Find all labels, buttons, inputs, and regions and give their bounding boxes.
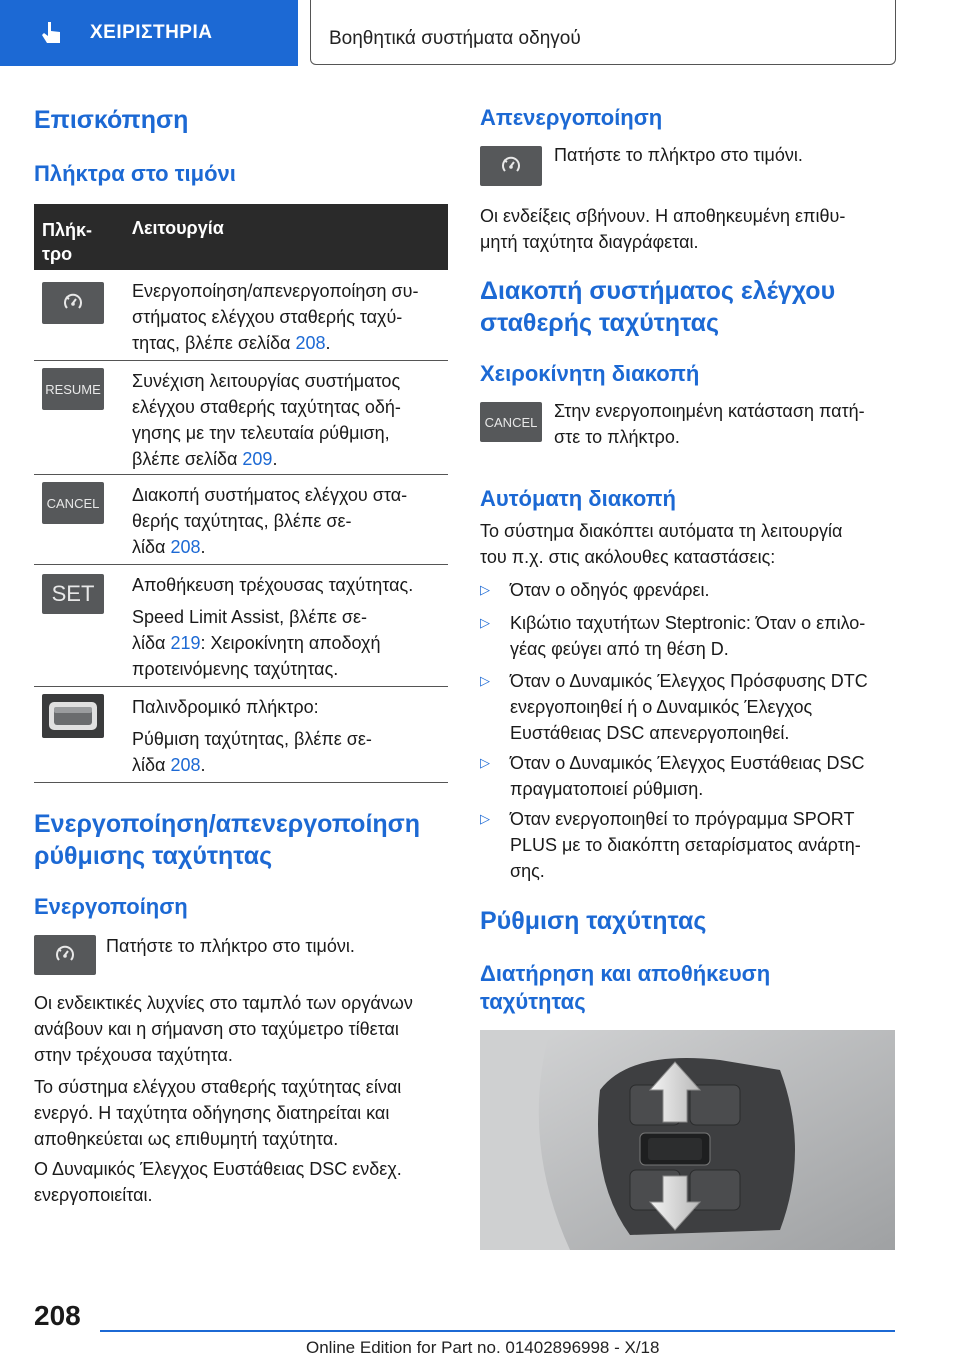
table-header-function: Λειτουργία	[132, 218, 224, 238]
para-line: Το σύστημα ελέγχου σταθερής ταχύτητας είναι	[34, 1077, 402, 1097]
set-button-image	[42, 574, 104, 614]
interrupt-title	[480, 275, 835, 339]
triangle-bullet-icon: ▷	[480, 673, 490, 688]
bullet-text	[510, 806, 895, 884]
row-line-end: .	[272, 449, 278, 469]
paragraph	[34, 990, 448, 1068]
page-link[interactable]: 208	[170, 537, 201, 557]
row-line-text: τητας, βλέπε σελίδα	[132, 333, 296, 353]
paragraph	[34, 1156, 448, 1208]
cruise-toggle-button-image	[34, 935, 96, 975]
activate-subtitle: Ενεργοποίηση	[34, 894, 188, 919]
para-line: Το σύστημα διακόπτει αυτόματα τη λειτουργία	[480, 521, 843, 541]
row-line: θερής ταχύτητας, βλέπε σε-	[132, 511, 352, 531]
title-line: Ενεργοποίηση/απενεργοποίηση	[34, 810, 421, 838]
row-line	[132, 534, 448, 560]
title-line: Διακοπή συστήματος ελέγχου	[480, 277, 836, 305]
row-line: γησης με την τελευταία ρύθμιση,	[132, 423, 390, 443]
row-line: Παλινδρομικό πλήκτρο:	[132, 697, 319, 717]
paragraph	[480, 203, 895, 255]
para-line: ανάβουν και η σήμανση στο ταχύμετρο τίθεται	[34, 1019, 399, 1039]
chapter-title: ΧΕΙΡΙΣΤΗΡΙΑ	[90, 22, 213, 43]
paragraph	[34, 1074, 448, 1152]
row-line	[132, 752, 448, 778]
title-line: ταχύτητας	[480, 989, 586, 1014]
para-line: του π.χ. στις ακόλουθες καταστάσεις:	[480, 547, 776, 567]
bullet-text	[510, 668, 895, 746]
table-header-button	[42, 218, 92, 266]
row-text	[132, 694, 448, 778]
button-label: CANCEL	[46, 495, 100, 511]
bullet-line: Όταν ενεργοποιηθεί το πρόγραμμα SPORT	[510, 809, 855, 829]
steering-wheel-photo	[480, 1030, 895, 1250]
bullet-line: Όταν ο Δυναμικός Έλεγχος Πρόσφυσης DTC	[510, 671, 868, 691]
button-label: CANCEL	[484, 414, 538, 430]
chapter-tab	[0, 0, 298, 66]
row-text	[132, 278, 448, 356]
bullet-line: PLUS με το διακόπτη σεταρίσματος ανάρτη-	[510, 835, 861, 855]
activate-title	[34, 808, 420, 872]
row-line: Συνέχιση λειτουργίας συστήματος	[132, 371, 401, 391]
row-line: προτεινόμενης ταχύτητας.	[132, 659, 339, 679]
bullet-line: ενεργοποιηθεί ή ο Δυναμικός Έλεγχος	[510, 697, 813, 717]
row-line: ελέγχου σταθερής ταχύτητας οδή-	[132, 397, 401, 417]
row-line: στήματος ελέγχου σταθερής ταχύ-	[132, 307, 403, 327]
deactivate-subtitle: Απενεργοποίηση	[480, 105, 663, 130]
button-label: RESUME	[45, 381, 101, 397]
row-line: Speed Limit Assist, βλέπε σε-	[132, 607, 368, 627]
para-line: ενεργοποιείται.	[34, 1185, 153, 1205]
section-heading-box	[310, 0, 896, 65]
row-line: Διακοπή συστήματος ελέγχου στα-	[132, 485, 408, 505]
row-text	[132, 482, 448, 560]
table-row	[34, 474, 448, 565]
table-row	[34, 564, 448, 687]
manual-subtitle: Χειροκίνητη διακοπή	[480, 361, 700, 386]
bullet-text	[510, 577, 895, 603]
button-label: SET	[51, 581, 95, 606]
cruise-toggle-button-image	[480, 146, 542, 186]
store-speed-title	[480, 960, 770, 1016]
bullet-line: Ευστάθειας DSC απενεργοποιηθεί.	[510, 723, 790, 743]
para-line: Οι ενδεικτικές λυχνίες στο ταμπλό των οργάνων	[34, 993, 413, 1013]
title-line: σταθερής ταχύτητας	[480, 309, 720, 337]
row-line-end: .	[200, 537, 206, 557]
page-link[interactable]: 209	[242, 449, 273, 469]
row-line	[132, 330, 448, 356]
rocker-button-image	[42, 694, 104, 738]
table-header	[34, 204, 448, 270]
bullet-line: πραγματοποιεί ρύθμιση.	[510, 779, 704, 799]
bullet-line: Όταν ο Δυναμικός Έλεγχος Ευστάθειας DSC	[510, 753, 865, 773]
title-line: ρύθμισης ταχύτητας	[34, 842, 273, 870]
row-line	[132, 446, 448, 472]
page-link[interactable]: 208	[170, 755, 201, 775]
row-line-end: .	[200, 755, 206, 775]
triangle-bullet-icon: ▷	[480, 811, 490, 826]
table-row	[34, 360, 448, 475]
row-line-text: λίδα	[132, 633, 171, 653]
bullet-line: Κιβώτιο ταχυτήτων Steptronic: Όταν ο επιλο-	[510, 613, 866, 633]
auto-subtitle: Αυτόματη διακοπή	[480, 486, 676, 511]
para-line: στην τρέχουσα ταχύτητα.	[34, 1045, 233, 1065]
bullet-line: Όταν ο οδηγός φρενάρει.	[510, 580, 710, 600]
th-button-label: Πλήκ- τρο	[42, 220, 93, 264]
press-instruction: Πατήστε το πλήκτρο στο τιμόνι.	[554, 145, 803, 165]
speedometer-icon	[62, 292, 84, 314]
bullet-line: γέας φεύγει από τη θέση D.	[510, 639, 729, 659]
triangle-bullet-icon: ▷	[480, 615, 490, 630]
footer-rule	[100, 1330, 895, 1332]
overview-title: Επισκόπηση	[34, 106, 189, 134]
page-number: 208	[34, 1300, 81, 1331]
row-line: Αποθήκευση τρέχουσας ταχύτητας.	[132, 575, 414, 595]
para-line: ενεργό. Η ταχύτητα οδήγησης διατηρείται και	[34, 1103, 390, 1123]
row-line: Ενεργοποίηση/απενεργοποίηση συ-	[132, 281, 419, 301]
bullet-text	[510, 750, 895, 802]
para-line: μητή ταχύτητα διαγράφεται.	[480, 232, 699, 252]
table-row	[34, 270, 448, 361]
para-line: Ο Δυναμικός Έλεγχος Ευστάθειας DSC ενδεχ.	[34, 1159, 402, 1179]
resume-button-image	[42, 368, 104, 410]
row-line: Ρύθμιση ταχύτητας, βλέπε σε-	[132, 729, 372, 749]
page-header	[0, 0, 960, 66]
page-link[interactable]: 219	[170, 633, 201, 653]
row-line-text: βλέπε σελίδα	[132, 449, 243, 469]
row-line-end: .	[325, 333, 331, 353]
speedometer-icon	[54, 944, 76, 966]
row-text	[132, 572, 448, 682]
manual-text	[554, 398, 895, 450]
press-instruction: Πατήστε το πλήκτρο στο τιμόνι.	[106, 936, 355, 956]
cancel-button-image	[480, 402, 542, 442]
para-line: Στην ενεργοποιημένη κατάσταση πατή-	[554, 401, 865, 421]
para-line: αποθηκεύεται ως επιθυμητή ταχύτητα.	[34, 1129, 339, 1149]
page-link[interactable]: 208	[295, 333, 326, 353]
buttons-title: Πλήκτρα στο τιμόνι	[34, 161, 236, 186]
edition-text: Online Edition for Part no. 01402896998 - X/18	[306, 1338, 660, 1357]
row-line-text: λίδα	[132, 755, 171, 775]
title-line: Διατήρηση και αποθήκευση	[480, 961, 771, 986]
auto-text	[480, 518, 895, 570]
cancel-button-image	[42, 482, 104, 524]
row-line	[132, 630, 448, 656]
row-line-end: : Χειροκίνητη αποδοχή	[200, 633, 381, 653]
triangle-bullet-icon: ▷	[480, 582, 490, 597]
row-line-text: λίδα	[132, 537, 171, 557]
para-line: Οι ενδείξεις σβήνουν. Η αποθηκευμένη επιθυ-	[480, 206, 846, 226]
section-title: Βοηθητικά συστήματα οδηγού	[329, 28, 581, 49]
bullet-line: σης.	[510, 861, 545, 881]
table-row	[34, 686, 448, 783]
speedometer-icon	[500, 155, 522, 177]
hand-pointer-icon	[38, 19, 66, 47]
steering-buttons-illustration	[480, 1030, 895, 1250]
para-line: στε το πλήκτρο.	[554, 427, 680, 447]
cruise-toggle-button-image	[42, 282, 104, 324]
triangle-bullet-icon: ▷	[480, 755, 490, 770]
rocker-switch-icon	[46, 699, 100, 733]
speed-setting-title: Ρύθμιση ταχύτητας	[480, 907, 707, 935]
bullet-text	[510, 610, 895, 662]
row-text	[132, 368, 448, 472]
